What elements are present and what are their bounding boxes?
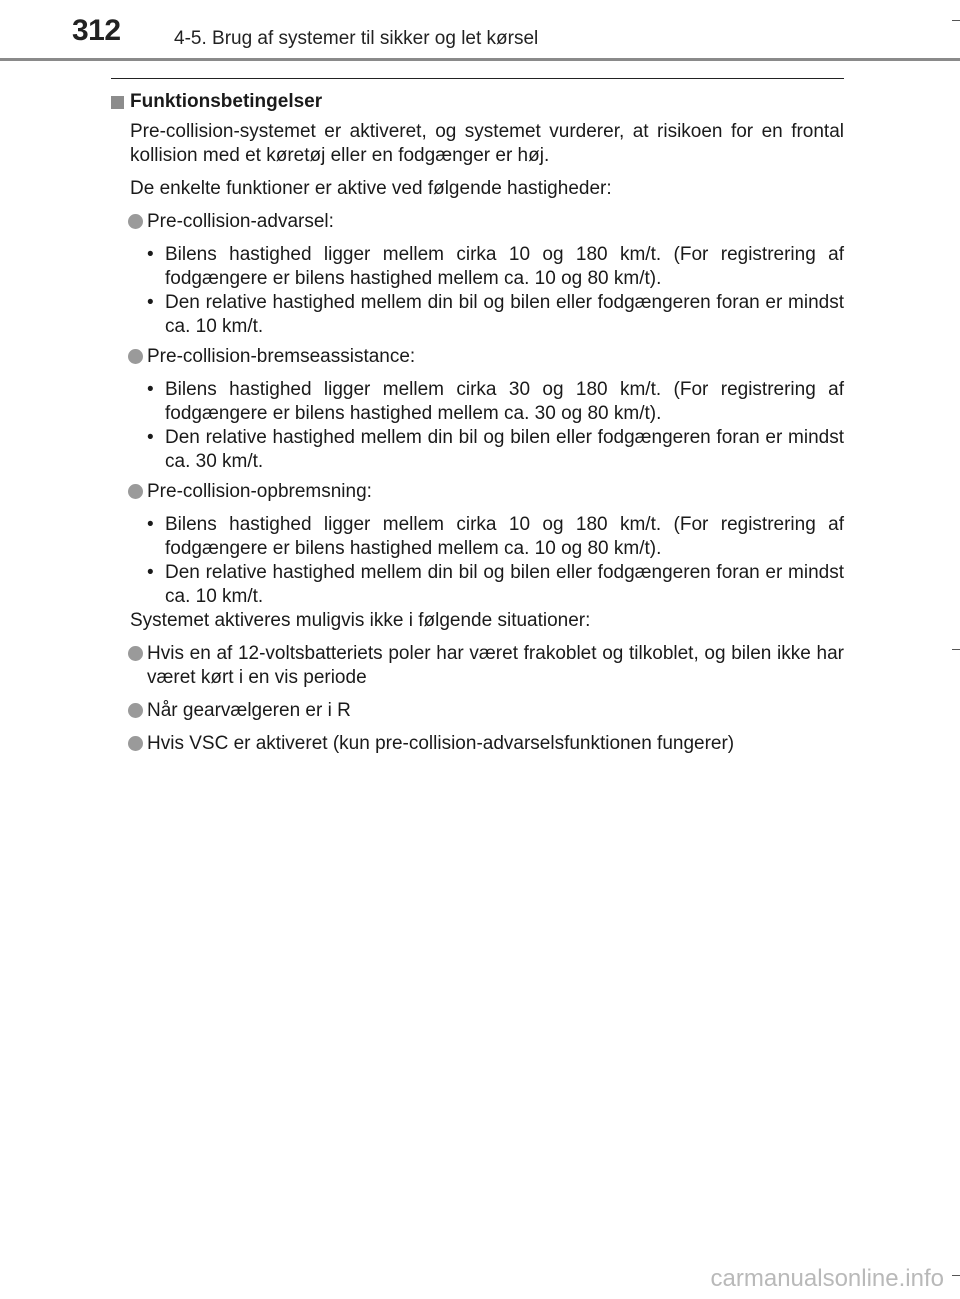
function-item xyxy=(128,480,844,504)
condition-item xyxy=(147,561,844,609)
function-item xyxy=(128,345,844,369)
inactive-text: Hvis VSC er aktiveret (kun pre-collision-advarselsfunktionen fungerer) xyxy=(147,733,735,754)
header-divider xyxy=(0,58,960,61)
page-header xyxy=(0,0,960,62)
bullet-dot: • xyxy=(147,379,154,400)
function-item xyxy=(128,210,844,234)
condition-text: Bilens hastighed ligger mellem cirka 10 og 180 km/t. (For registrering af fodgængere er bilens hastighed mellem ca. 10 og 80 km/t). xyxy=(165,244,844,289)
condition-text: Den relative hastighed mellem din bil og bilen eller fodgængeren foran er mindst ca. 30 km/t. xyxy=(165,427,844,472)
bullet-dot: • xyxy=(147,562,154,583)
inactive-intro: Systemet aktiveres muligvis ikke i følgende situationer: xyxy=(130,610,591,631)
function-label: Pre-collision-bremseassistance: xyxy=(147,346,416,367)
condition-item xyxy=(147,291,844,339)
function-label: Pre-collision-opbremsning: xyxy=(147,481,372,502)
inactive-item xyxy=(128,732,844,756)
inactive-item xyxy=(128,699,844,723)
crop-mark xyxy=(952,1275,960,1276)
bullet-dot: • xyxy=(147,244,154,265)
intro-paragraph: Pre-collision-systemet er aktiveret, og systemet vurderer, at risikoen for en frontal kollision med et køretøj eller en fodgænger er høj. xyxy=(130,121,844,166)
condition-list xyxy=(147,513,844,609)
condition-list xyxy=(147,243,844,339)
inactive-item xyxy=(128,642,844,690)
round-bullet-icon xyxy=(128,349,143,364)
heading-text: Funktionsbetingelser xyxy=(130,91,323,112)
condition-item xyxy=(147,513,844,561)
condition-text: Den relative hastighed mellem din bil og bilen eller fodgængeren foran er mindst ca. 10 km/t. xyxy=(165,562,844,607)
condition-text: Bilens hastighed ligger mellem cirka 30 og 180 km/t. (For registrering af fodgængere er bilens hastighed mellem ca. 30 og 80 km/t). xyxy=(165,379,844,424)
round-bullet-icon xyxy=(128,703,143,718)
condition-item xyxy=(147,426,844,474)
condition-item xyxy=(147,378,844,426)
square-bullet-icon xyxy=(111,96,124,109)
crop-mark xyxy=(952,649,960,650)
watermark: carmanualsonline.info xyxy=(710,1265,944,1292)
round-bullet-icon xyxy=(128,646,143,661)
section-heading xyxy=(111,90,844,114)
condition-item xyxy=(147,243,844,291)
inactive-text: Når gearvælgeren er i R xyxy=(147,700,351,721)
condition-list xyxy=(147,378,844,474)
content-body xyxy=(111,90,844,765)
speeds-intro: De enkelte funktioner er aktive ved følgende hastigheder: xyxy=(130,178,612,199)
bullet-dot: • xyxy=(147,292,154,313)
crop-mark xyxy=(952,20,960,21)
bullet-dot: • xyxy=(147,514,154,535)
function-label: Pre-collision-advarsel: xyxy=(147,211,334,232)
content-top-rule xyxy=(111,78,844,79)
round-bullet-icon xyxy=(128,214,143,229)
inactive-text: Hvis en af 12-voltsbatteriets poler har været frakoblet og tilkoblet, og bilen ikke har været kørt i en vis periode xyxy=(147,643,844,688)
section-title: 4-5. Brug af systemer til sikker og let kørsel xyxy=(174,28,539,49)
page-number: 312 xyxy=(72,14,121,47)
condition-text: Bilens hastighed ligger mellem cirka 10 og 180 km/t. (For registrering af fodgængere er bilens hastighed mellem ca. 10 og 80 km/t). xyxy=(165,514,844,559)
condition-text: Den relative hastighed mellem din bil og bilen eller fodgængeren foran er mindst ca. 10 km/t. xyxy=(165,292,844,337)
bullet-dot: • xyxy=(147,427,154,448)
round-bullet-icon xyxy=(128,484,143,499)
round-bullet-icon xyxy=(128,736,143,751)
